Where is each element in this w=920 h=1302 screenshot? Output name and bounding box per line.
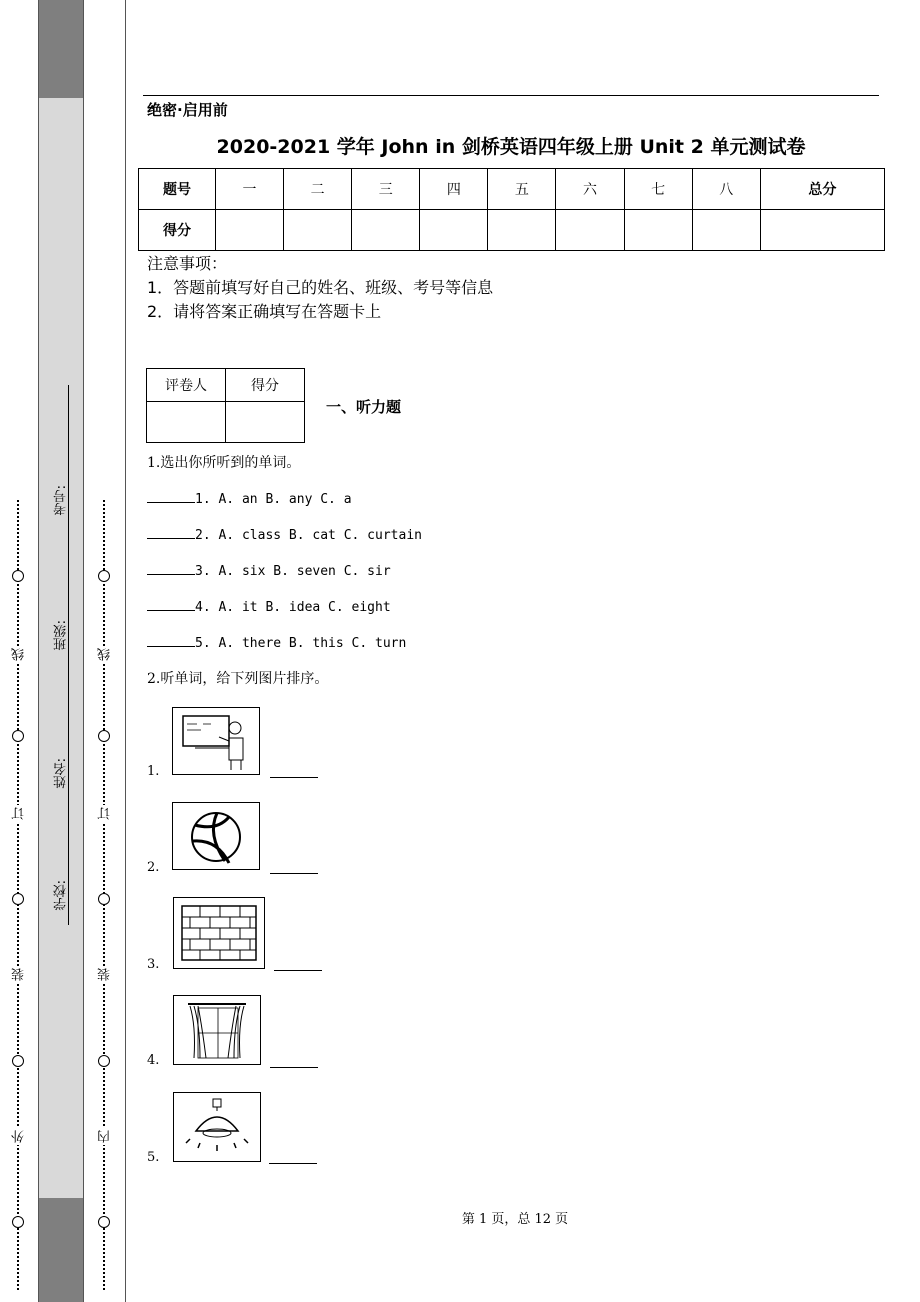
choice-text: 2. A. class B. cat C. curtain: [195, 528, 422, 543]
brick-wall-icon: [173, 897, 265, 969]
grader-table: [146, 368, 305, 443]
student-info-line[interactable]: [68, 385, 69, 925]
score-cell: 五: [488, 169, 556, 210]
answer-blank[interactable]: [270, 1067, 318, 1068]
score-cell: 题号: [139, 169, 216, 210]
header-rule: [143, 95, 879, 96]
answer-blank[interactable]: [147, 634, 195, 647]
inner-circle-mark: [98, 1055, 110, 1067]
outer-char-wai: 外: [12, 1130, 27, 1143]
choice-text: 3. A. six B. seven C. sir: [195, 564, 391, 579]
outer-char-xian: 线: [12, 648, 27, 661]
question-prompt: 2.听单词，给下列图片排序。: [147, 671, 329, 687]
volleyball-icon: [172, 802, 260, 870]
outer-circle-mark: [12, 1055, 24, 1067]
score-input-cell[interactable]: [352, 210, 420, 251]
notice-title: 注意事项：: [147, 254, 228, 273]
teacher-blackboard-icon: [172, 707, 260, 775]
choice-item: [147, 634, 406, 651]
score-table: [138, 168, 885, 251]
choice-item: [147, 598, 391, 615]
answer-blank[interactable]: [270, 873, 318, 874]
score-cell: 六: [556, 169, 624, 210]
inner-circle-mark: [98, 730, 110, 742]
inner-circle-mark: [98, 570, 110, 582]
section-title: 一、听力题: [326, 398, 402, 416]
score-table-header-row: [139, 169, 885, 210]
page-footer: 第 1 页，总 12 页: [461, 1212, 569, 1227]
answer-blank[interactable]: [147, 562, 195, 575]
answer-blank[interactable]: [269, 1163, 317, 1164]
outer-circle-mark: [12, 893, 24, 905]
answer-blank[interactable]: [147, 526, 195, 539]
outer-circle-mark: [12, 730, 24, 742]
picture-number: 2.: [147, 860, 160, 875]
score-input-cell[interactable]: [556, 210, 624, 251]
ceiling-lamp-icon: [173, 1092, 261, 1162]
outer-char-ding: 订: [12, 807, 27, 820]
score-cell: 二: [284, 169, 352, 210]
picture-number: 5.: [147, 1150, 160, 1165]
grader-input-cell[interactable]: [147, 402, 226, 443]
curtain-icon: [173, 995, 261, 1065]
notice-item: 2．请将答案正确填写在答题卡上: [147, 302, 382, 321]
score-table-score-row: [139, 210, 885, 251]
grader-score-cell[interactable]: [226, 402, 305, 443]
score-input-cell[interactable]: [216, 210, 284, 251]
score-cell: 一: [216, 169, 284, 210]
score-row-label: 得分: [139, 210, 216, 251]
inner-circle-mark: [98, 893, 110, 905]
score-cell: 八: [692, 169, 760, 210]
school-label: 学校:: [54, 880, 69, 911]
choice-text: 5. A. there B. this C. turn: [195, 636, 407, 651]
score-input-cell[interactable]: [624, 210, 692, 251]
outer-char-zhuang: 装: [12, 968, 27, 981]
score-input-cell[interactable]: [760, 210, 884, 251]
choice-text: 4. A. it B. idea C. eight: [195, 600, 391, 615]
score-cell: 七: [624, 169, 692, 210]
answer-blank[interactable]: [147, 598, 195, 611]
picture-number: 3.: [147, 957, 160, 972]
choice-item: [147, 562, 391, 579]
answer-blank[interactable]: [147, 490, 195, 503]
class-label: 班级:: [54, 620, 69, 651]
inner-char-zhuang: 装: [98, 968, 113, 981]
binding-gray-column: [38, 0, 84, 1302]
name-label: 姓名:: [54, 758, 69, 789]
inner-char-ding: 订: [98, 807, 113, 820]
answer-blank[interactable]: [274, 970, 322, 971]
grader-label: 评卷人: [147, 369, 226, 402]
score-input-cell[interactable]: [488, 210, 556, 251]
inner-char-nei: 内: [98, 1130, 113, 1143]
picture-number: 4.: [147, 1053, 160, 1068]
picture-number: 1.: [147, 764, 160, 779]
score-cell: 四: [420, 169, 488, 210]
inner-char-xian: 线: [98, 648, 113, 661]
choice-item: [147, 490, 352, 507]
score-input-cell[interactable]: [692, 210, 760, 251]
answer-blank[interactable]: [270, 777, 318, 778]
score-cell: 总分: [760, 169, 884, 210]
score-cell: 三: [352, 169, 420, 210]
score-input-cell[interactable]: [420, 210, 488, 251]
outer-circle-mark: [12, 570, 24, 582]
exam-number-label: 考号:: [54, 485, 69, 516]
choice-item: [147, 526, 422, 543]
binding-dark-block-top: [39, 0, 83, 98]
grader-score-label: 得分: [226, 369, 305, 402]
notice-item: 1．答题前填写好自己的姓名、班级、考号等信息: [147, 278, 494, 297]
choice-text: 1. A. an B. any C. a: [195, 492, 352, 507]
confidential-label: 绝密·启用前: [147, 101, 228, 119]
score-input-cell[interactable]: [284, 210, 352, 251]
question-prompt: 1.选出你所听到的单词。: [147, 455, 301, 471]
page-title: 2020-2021 学年 John in 剑桥英语四年级上册 Unit 2 单元测试卷: [216, 136, 806, 158]
